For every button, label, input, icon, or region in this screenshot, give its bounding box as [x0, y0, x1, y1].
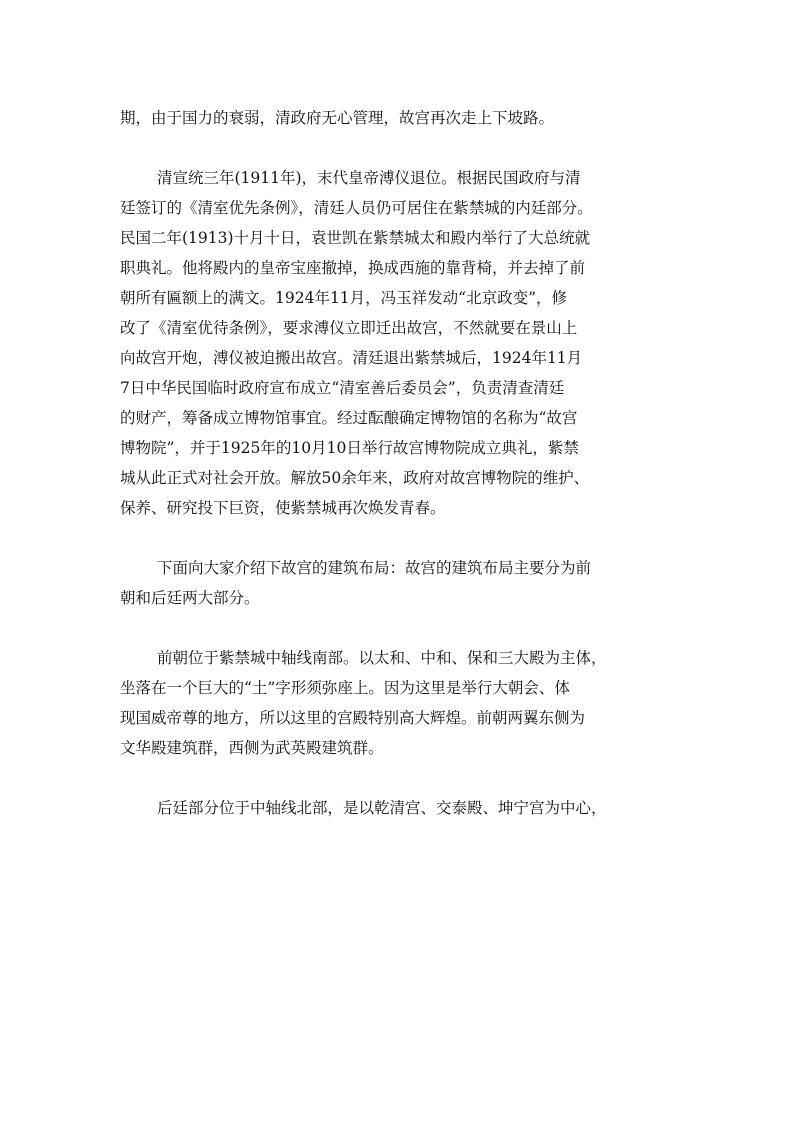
paragraph-4 — [120, 643, 680, 763]
paragraph-line: 保养、研究投下巨资，使紫禁城再次焕发青春。 — [120, 499, 446, 517]
paragraph-line: 坐落在一个巨大的“土”字形须弥座上。因为这里是举行大朝会、体 — [120, 679, 570, 697]
paragraph-line: 后廷部分位于中轴线北部，是以乾清宫、交泰殿、坤宁宫为中心， — [157, 799, 607, 817]
paragraph-5 — [120, 793, 680, 823]
document-body — [120, 103, 680, 823]
paragraph-line: 文华殿建筑群，西侧为武英殿建筑群。 — [120, 739, 384, 757]
paragraph-line: 的财产，筹备成立博物馆事宜。经过酝酿确定博物馆的名称为“故宫 — [120, 409, 578, 427]
paragraph-gap — [120, 613, 680, 643]
paragraph-line: 朝所有匾额上的满文。1924年11月，冯玉祥发动“北京政变”，修 — [120, 289, 568, 307]
paragraph-line: 清宣统三年(1911年)，末代皇帝溥仪退位。根据民国政府与清 — [157, 169, 581, 187]
paragraph-gap — [120, 523, 680, 553]
paragraph-line: 下面向大家介绍下故宫的建筑布局：故宫的建筑布局主要分为前 — [157, 559, 592, 577]
paragraph-line: 博物院”，并于1925年的10月10日举行故宫博物院成立典礼，紫禁 — [120, 439, 579, 457]
paragraph-line: 民国二年(1913)十月十日，袁世凯在紫禁城太和殿内举行了大总统就 — [120, 229, 591, 247]
paragraph-line: 7日中华民国临时政府宣布成立“清室善后委员会”，负责清查清廷 — [120, 379, 565, 397]
paragraph-gap — [120, 763, 680, 793]
paragraph-line: 职典礼。他将殿内的皇帝宝座撤掉，换成西施的靠背椅，并去掉了前 — [120, 259, 586, 277]
paragraph-line: 改了《清室优待条例》，要求溥仪立即迁出故宫，不然就要在景山上 — [120, 319, 578, 337]
paragraph-3 — [120, 553, 680, 613]
paragraph-line: 廷签订的《清室优先条例》，清廷人员仍可居住在紫禁城的内廷部分。 — [120, 199, 593, 217]
paragraph-1 — [120, 103, 680, 133]
paragraph-gap — [120, 133, 680, 163]
paragraph-line: 城从此正式对社会开放。解放50余年来，政府对故宫博物院的维护、 — [120, 469, 590, 487]
paragraph-line: 前朝位于紫禁城中轴线南部。以太和、中和、保和三大殿为主体， — [157, 649, 607, 667]
paragraph-line: 现国威帝尊的地方，所以这里的宫殿特别高大辉煌。前朝两翼东侧为 — [120, 709, 586, 727]
paragraph-line: 朝和后廷两大部分。 — [120, 589, 260, 607]
paragraph-line: 期，由于国力的衰弱，清政府无心管理，故宫再次走上下坡路。 — [120, 109, 555, 127]
paragraph-line: 向故宫开炮，溥仪被迫搬出故宫。清廷退出紫禁城后，1924年11月 — [120, 349, 583, 367]
paragraph-2 — [120, 163, 680, 523]
